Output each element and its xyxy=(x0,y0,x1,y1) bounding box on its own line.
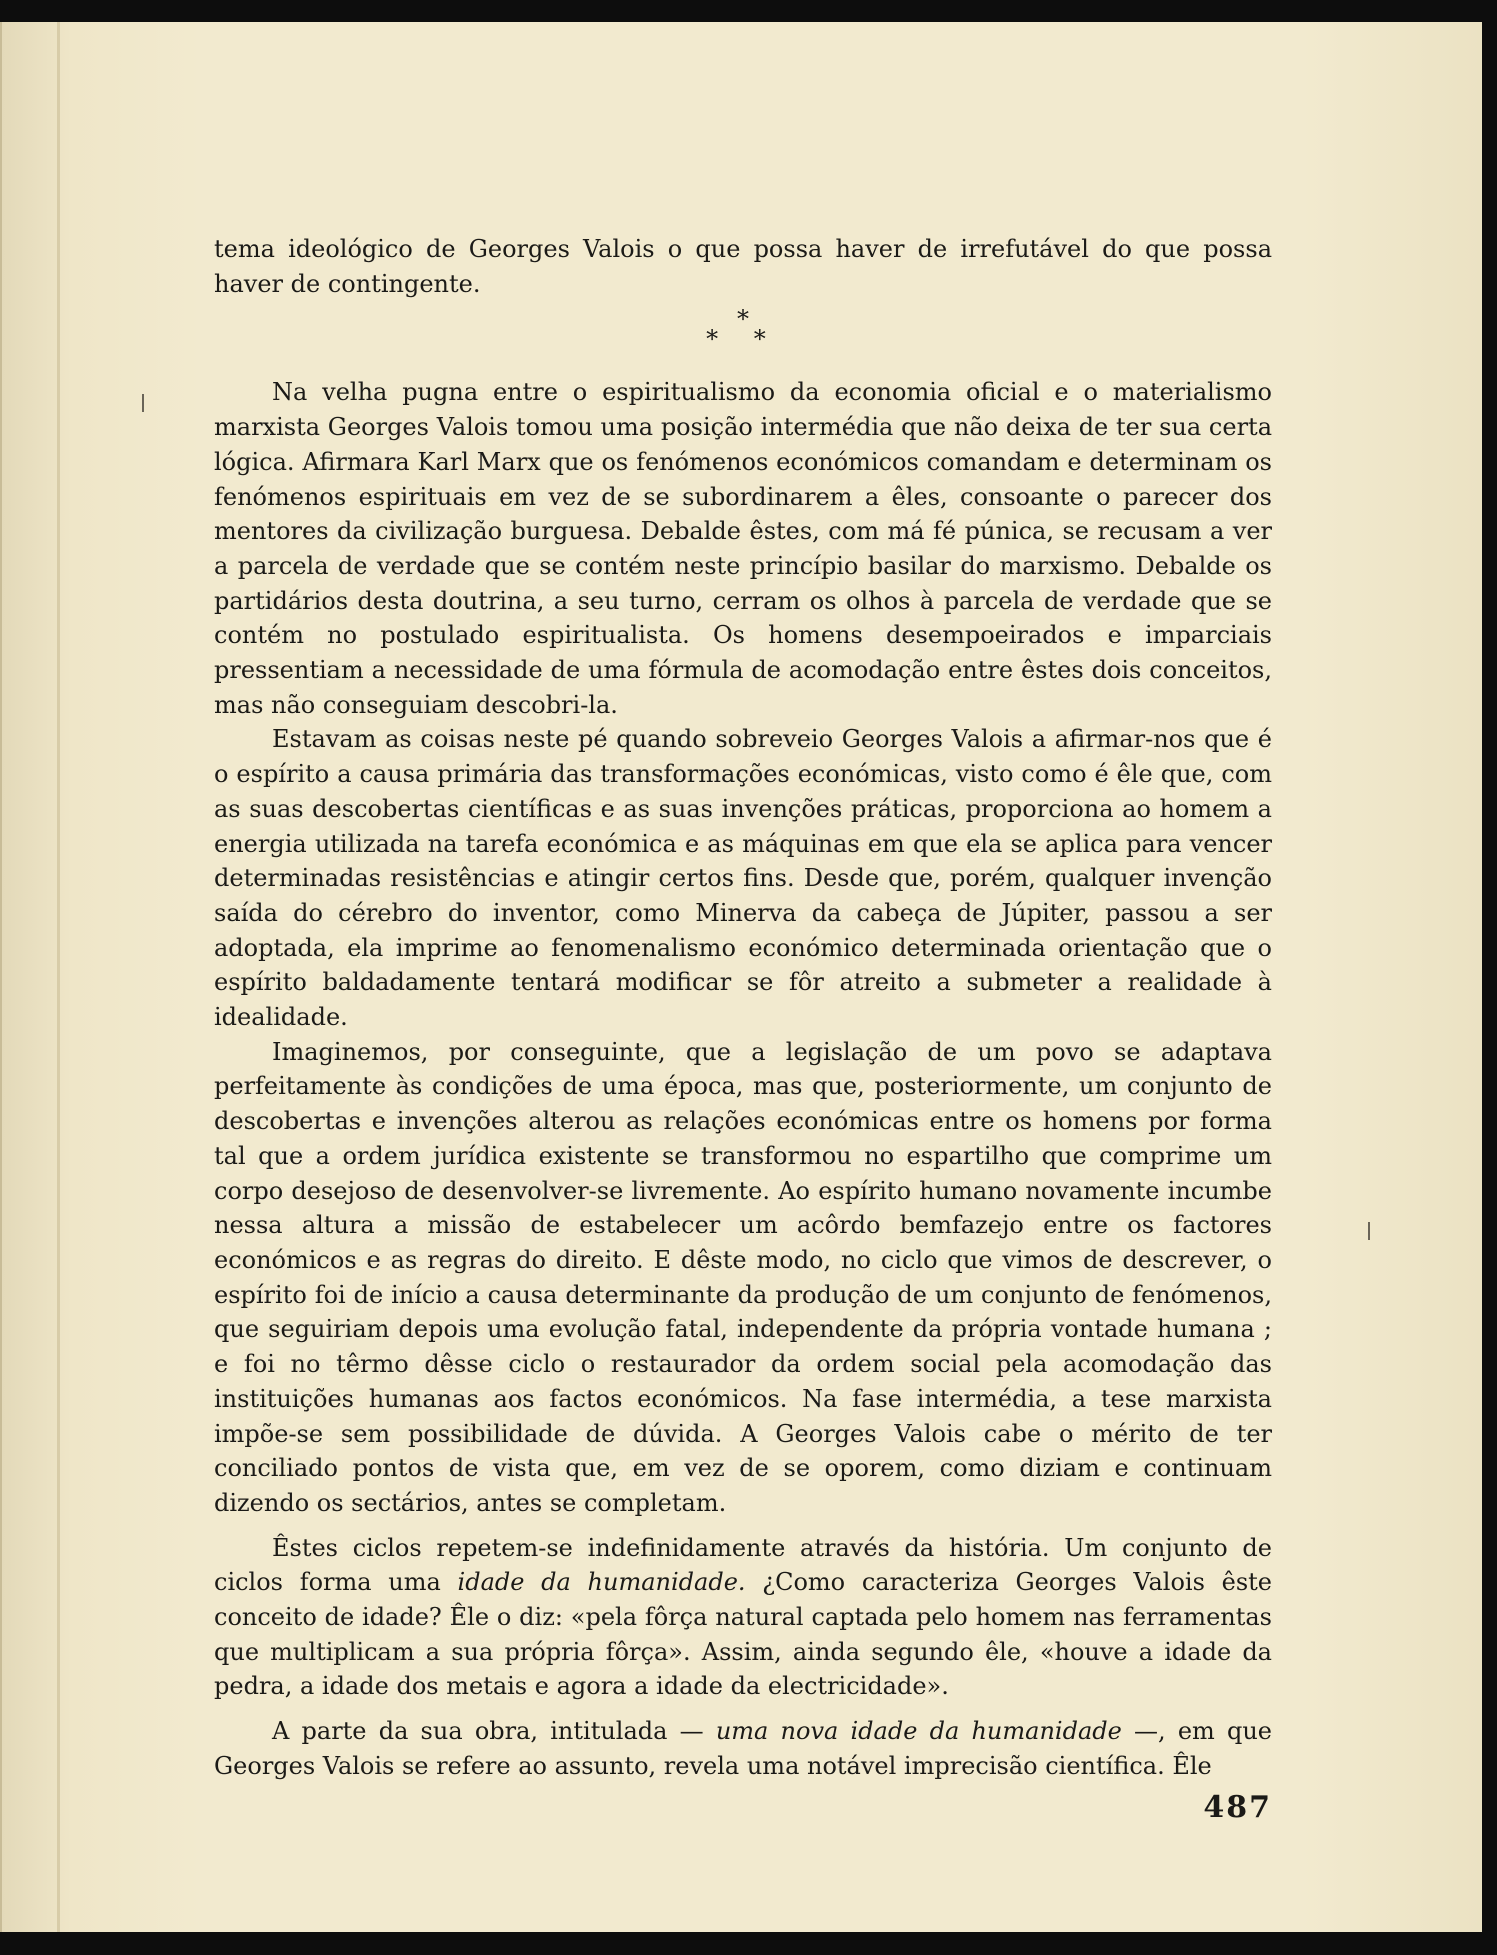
paragraph-continuation: tema ideológico de Georges Valois o que possa haver de irrefutável do que possa haver de contingente. xyxy=(214,235,1272,298)
text-segment: ¿Como caracteriza Georges Valois êste conceito de idade? Êle o diz: «pela fôrça natural captada pelo homem nas ferramentas que multiplicam a sua própria fôrça». Assim, ainda segundo êle, «houve a idade da pedra, a idade dos metais e agora a idade da electricidade». xyxy=(214,1568,1272,1701)
page-spine-shadow xyxy=(57,22,60,1932)
paragraph: Estavam as coisas neste pé quando sobreveio Georges Valois a afirmar-nos que é o espírito a causa primária das transformações económicas, visto como é êle que, com as suas descobertas científicas e as suas invenções práticas, proporciona ao homem a energia utilizada na tarefa económica e as máquinas em que ela se aplica para vencer determinadas resistências e atingir certos fins. Desde que, porém, qualquer invenção saída do cérebro do inventor, como Minerva da cabeça de Júpiter, passou a ser adoptada, ela imprime ao fenomenalismo económico determinada orientação que o espírito baldadamente tentará modificar se fôr atreito a submeter a realidade à idealidade. xyxy=(214,725,1272,1032)
paragraph xyxy=(214,1714,1272,1783)
paragraph xyxy=(214,1531,1272,1705)
paper-speck xyxy=(142,394,144,412)
paper-speck xyxy=(1368,1222,1370,1240)
paragraph: Na velha pugna entre o espiritualismo da economia oficial e o materialismo marxista Georges Valois tomou uma posição intermédia que não deixa de ter sua certa lógica. Afirmara Karl Marx que os fenómenos económicos comandam e determinam os fenómenos espirituais em vez de se subordinarem a êles, consoante o parecer dos mentores da civilização burguesa. Debalde êstes, com má fé púnica, se recusam a ver a parcela de verdade que se contém neste princípio basilar do marxismo. Debalde os partidários desta doutrina, a seu turno, cerram os olhos à parcela de verdade que se contém no postulado espiritualista. Os homens desempoeirados e imparciais pressentiam a necessidade de uma fórmula de acomodação entre êstes dois conceitos, mas não conseguiam descobri-la. xyxy=(214,378,1272,719)
book-page xyxy=(0,22,1482,1932)
body-text xyxy=(214,232,1272,1784)
italic-term: idade da humanidade. xyxy=(457,1568,746,1597)
page-number: 487 xyxy=(1203,1790,1272,1825)
asterism-bottom: * * xyxy=(706,325,780,354)
italic-title: uma nova idade da humanidade xyxy=(715,1717,1122,1746)
paragraph: Imaginemos, por conseguinte, que a legislação de um povo se adaptava perfeitamente às condições de uma época, mas que, posteriormente, um conjunto de descobertas e invenções alterou as relações económicas entre os homens por forma tal que a ordem jurídica existente se transformou no espartilho que comprime um corpo desejoso de desenvolver-se livremente. Ao espírito humano novamente incumbe nessa altura a missão de estabelecer um acôrdo bemfazejo entre os factores económicos e as regras do direito. E dêste modo, no ciclo que vimos de descrever, o espírito foi de início a causa determinante da produção de um conjunto de fenómenos, que seguiriam depois uma evolução fatal, independente da própria vontade humana ; e foi no têrmo dêsse ciclo o restaurador da ordem social pela acomodação das instituições humanas aos factos económicos. Na fase intermédia, a tese marxista impõe-se sem possibilidade de dúvida. A Georges Valois cabe o mérito de ter conciliado pontos de vista que, em vez de se oporem, como diziam e continuam dizendo os sectários, antes se completam. xyxy=(214,1037,1272,1517)
text-segment: A parte da sua obra, intitulada — xyxy=(272,1717,716,1746)
section-break-asterism xyxy=(214,301,1272,375)
asterism-top: * xyxy=(737,305,749,334)
text-segment: —, em que Georges Valois se refere ao assunto, revela uma notável imprecisão científica. Êle xyxy=(214,1717,1273,1780)
text-segment: Êstes ciclos repetem-se indefinidamente através da história. Um conjunto de ciclos forma uma xyxy=(214,1533,1272,1597)
